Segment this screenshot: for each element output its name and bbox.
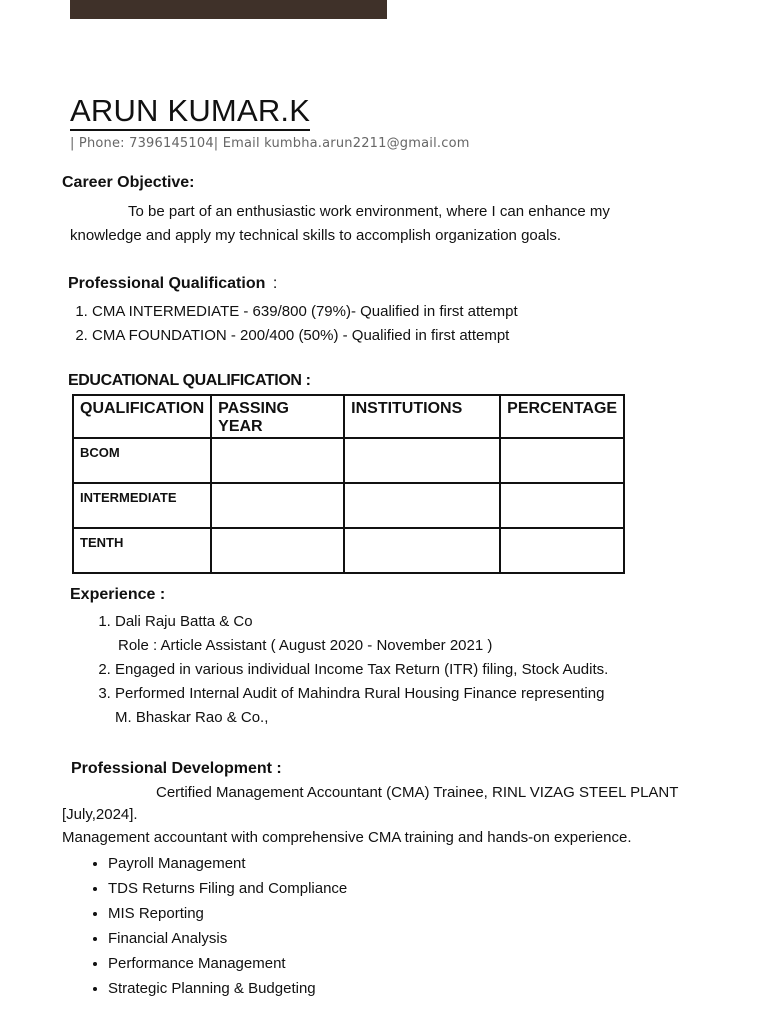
table-cell: BCOM (73, 438, 211, 483)
experience-item-3-line-1: Performed Internal Audit of Mahindra Rural Housing Finance representing (115, 685, 605, 702)
experience-heading: Experience : (70, 586, 166, 603)
experience-item (115, 682, 715, 730)
experience-role: Role : Article Assistant ( August 2020 - November 2021 ) (118, 637, 493, 654)
column-header-institutions: INSTITUTIONS (344, 395, 500, 438)
skill-item: • Strategic Planning & Budgeting (108, 976, 608, 1001)
skill-item: • Financial Analysis (108, 926, 608, 951)
professional-development-line-3: Management accountant with comprehensive CMA training and hands-on experience. (62, 829, 632, 846)
table-row (73, 438, 624, 483)
table-cell (344, 483, 500, 528)
educational-qualification-heading: EDUCATIONAL QUALIFICATION : (68, 372, 311, 389)
column-header-percentage: PERCENTAGE (500, 395, 624, 438)
skill-item: • MIS Reporting (108, 901, 608, 926)
table-cell (344, 528, 500, 573)
experience-firm: Dali Raju Batta & Co (115, 613, 253, 630)
table-cell (211, 483, 344, 528)
education-table (72, 394, 625, 574)
professional-development-line-2: [July,2024]. (62, 806, 138, 823)
career-objective-line-1: To be part of an enthusiastic work environment, where I can enhance my (128, 203, 610, 220)
table-cell (500, 528, 624, 573)
experience-list (115, 610, 715, 730)
column-header-qualification: QUALIFICATION (73, 395, 211, 438)
professional-qualification-colon: : (272, 275, 278, 292)
professional-development-line-1: Certified Management Accountant (CMA) Trainee, RINL VIZAG STEEL PLANT (156, 784, 679, 801)
skill-item: • TDS Returns Filing and Compliance (108, 876, 608, 901)
table-cell (344, 438, 500, 483)
professional-development-heading: Professional Development : (71, 760, 282, 777)
candidate-name: ARUN KUMAR.K (70, 93, 310, 131)
header-decorative-bar (70, 0, 387, 19)
experience-item-3-line-2: M. Bhaskar Rao & Co., (115, 709, 269, 726)
skill-item: • Performance Management (108, 951, 608, 976)
table-header-row (73, 395, 624, 438)
table-row (73, 483, 624, 528)
skill-item: • Payroll Management (108, 851, 608, 876)
column-header-passing-year: PASSING YEAR (211, 395, 344, 438)
table-cell: INTERMEDIATE (73, 483, 211, 528)
career-objective-line-2: knowledge and apply my technical skills to accomplish organization goals. (70, 227, 562, 244)
experience-item: 2. Engaged in various individual Income Tax Return (ITR) filing, Stock Audits. (115, 658, 715, 682)
table-cell: TENTH (73, 528, 211, 573)
professional-qualification-heading (68, 275, 277, 293)
career-objective-heading: Career Objective: (62, 174, 195, 191)
table-cell (500, 483, 624, 528)
qualification-item: 1. CMA INTERMEDIATE - 639/800 (79%)- Qualified in first attempt (92, 300, 692, 324)
skills-bullet-list (108, 851, 608, 1001)
qualification-item: 2. CMA FOUNDATION - 200/400 (50%) - Qualified in first attempt (92, 324, 692, 348)
table-row (73, 528, 624, 573)
professional-qualification-list (92, 300, 692, 348)
professional-qualification-title: Professional Qualification (68, 275, 266, 292)
table-cell (500, 438, 624, 483)
experience-item (115, 610, 715, 658)
table-cell (211, 438, 344, 483)
table-cell (211, 528, 344, 573)
contact-info: | Phone: 7396145104| Email kumbha.arun2211@gmail.com (70, 136, 470, 151)
